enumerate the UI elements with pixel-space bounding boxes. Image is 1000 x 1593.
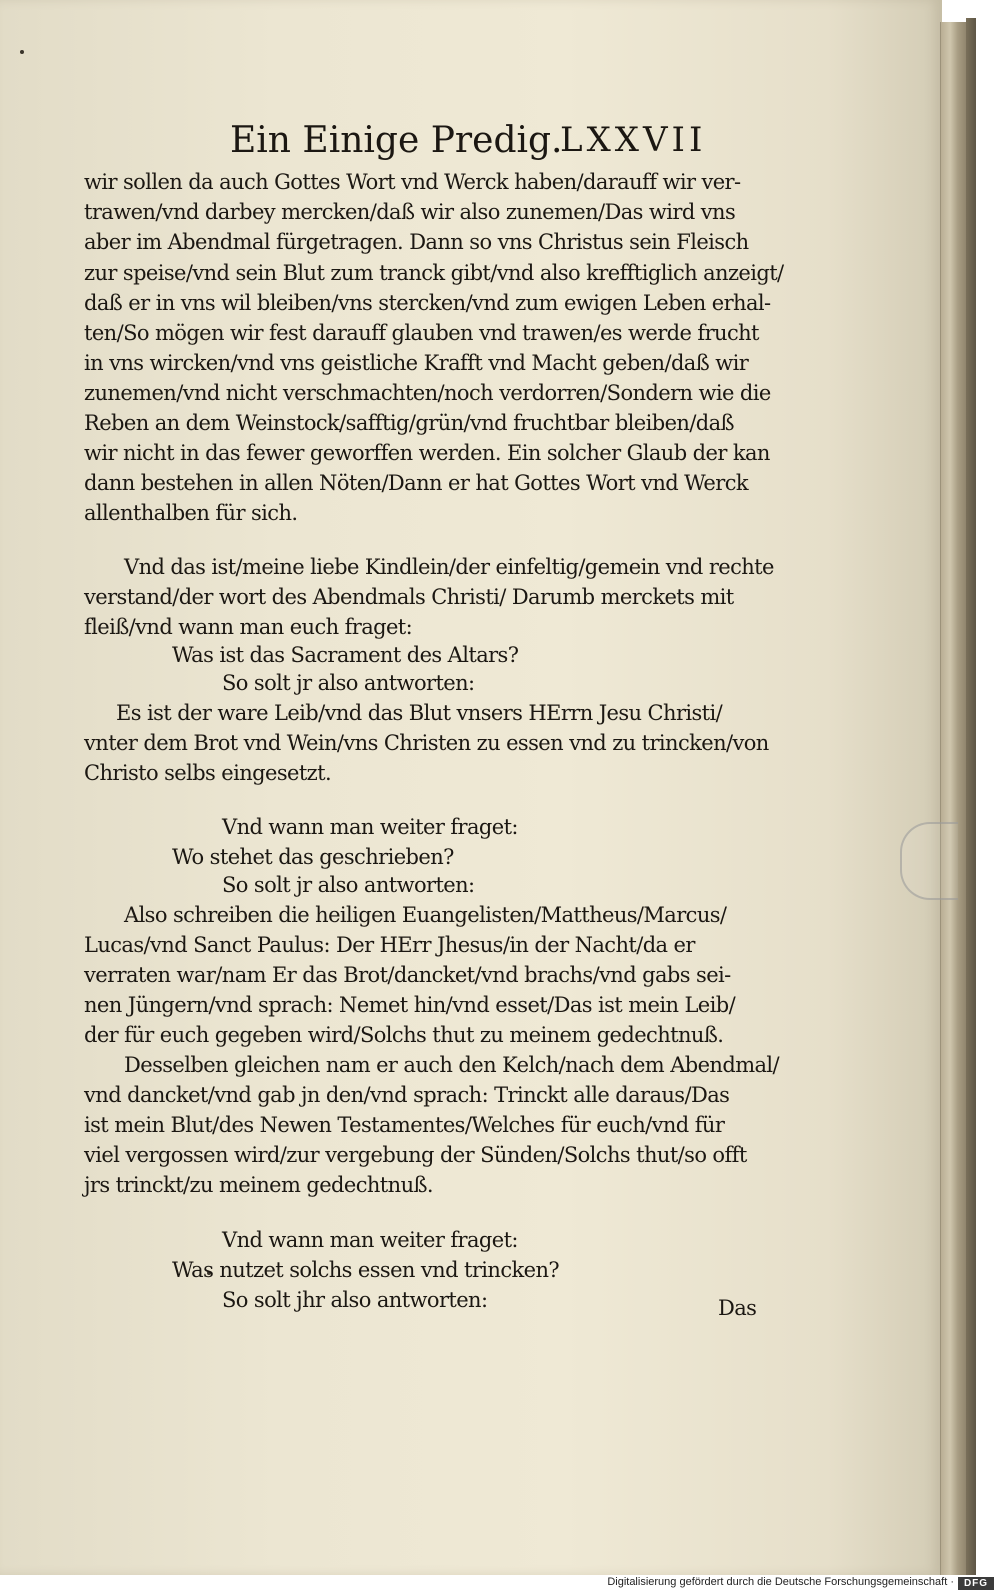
- text-line: Christo selbs eingesetzt.: [84, 761, 332, 785]
- text-line: ten/So mögen wir fest darauff glauben vnd trawen/es werde frucht: [84, 321, 759, 345]
- text-line: Desselben gleichen nam er auch den Kelch/nach dem Abendmal/: [124, 1053, 780, 1077]
- text-line: viel vergossen wird/zur vergebung der Sünden/Solchs thut/so offt: [84, 1143, 747, 1167]
- funding-credit: Digitalisierung gefördert durch die Deutsche Forschungsgemeinschaft ·: [607, 1576, 954, 1588]
- text-line: ist mein Blut/des Newen Testamentes/Welches für euch/vnd für: [84, 1113, 725, 1137]
- dfg-logo: DFG: [958, 1577, 994, 1590]
- question-line: Was nutzet solchs essen vnd trincken?: [172, 1258, 560, 1282]
- text-line: wir nicht in das fewer geworffen werden. Ein solcher Glaub der kan: [84, 441, 770, 465]
- text-line: Es ist der ware Leib/vnd das Blut vnsers HErrn Jesu Christi/: [116, 701, 723, 725]
- print-speck: [20, 50, 24, 54]
- text-line: vnd dancket/vnd gab jn den/vnd sprach: Trinckt alle daraus/Das: [84, 1083, 730, 1107]
- text-line: verraten war/nam Er das Brot/dancket/vnd brachs/vnd gabs sei-: [84, 963, 731, 987]
- text-line: allenthalben für sich.: [84, 501, 298, 525]
- question-line: Vnd wann man weiter fraget:: [222, 1228, 518, 1252]
- text-line: vnter dem Brot vnd Wein/vns Christen zu essen vnd zu trincken/von: [84, 731, 769, 755]
- text-line: Reben an dem Weinstock/safftig/grün/vnd fruchtbar bleiben/daß: [84, 411, 734, 435]
- text-line: verstand/der wort des Abendmals Christi/ Darumb merckets mit: [84, 585, 734, 609]
- text-line: zunemen/vnd nicht verschmachten/noch verdorren/Sondern wie die: [84, 381, 771, 405]
- text-line: fleiß/vnd wann man euch fraget:: [84, 615, 413, 639]
- text-line: zur speise/vnd sein Blut zum tranck gibt/vnd also krefftiglich anzeigt/: [84, 261, 784, 285]
- text-line: in vns wircken/vnd vns geistliche Krafft vnd Macht geben/daß wir: [84, 351, 749, 375]
- text-line: trawen/vnd darbey mercken/daß wir also zunemen/Das wird vns: [84, 200, 736, 224]
- text-line: jrs trinckt/zu meinem gedechtnuß.: [84, 1173, 434, 1197]
- page-clip: [900, 822, 958, 900]
- question-line: Wo stehet das geschrieben?: [172, 845, 454, 869]
- text-line: Vnd das ist/meine liebe Kindlein/der einfeltig/gemein vnd rechte: [124, 555, 774, 579]
- instruction-line: So solt jhr also antworten:: [222, 1288, 488, 1312]
- instruction-line: So solt jr also antworten:: [222, 873, 475, 897]
- text-line: dann bestehen in allen Nöten/Dann er hat Gottes Wort vnd Werck: [84, 471, 748, 495]
- book-cover-edge: [966, 18, 976, 1580]
- question-line: Vnd wann man weiter fraget:: [222, 815, 518, 839]
- text-line: daß er in vns wil bleiben/vns stercken/vnd zum ewigen Leben erhal-: [84, 291, 771, 315]
- text-line: aber im Abendmal fürgetragen. Dann so vns Christus sein Fleisch: [84, 230, 749, 254]
- question-line: Was ist das Sacrament des Altars?: [172, 643, 519, 667]
- catchword: Das: [718, 1296, 757, 1320]
- running-title: Ein Einige Predig.: [230, 120, 563, 161]
- text-line: wir sollen da auch Gottes Wort vnd Werck haben/darauff wir ver-: [84, 170, 741, 194]
- text-line: der für euch gegeben wird/Solchs thut zu meinem gedechtnuß.: [84, 1023, 724, 1047]
- text-line: Also schreiben die heiligen Euangelisten/Mattheus/Marcus/: [124, 903, 727, 927]
- instruction-line: So solt jr also antworten:: [222, 671, 475, 695]
- text-line: Lucas/vnd Sanct Paulus: Der HErr Jhesus/in der Nacht/da er: [84, 933, 695, 957]
- text-line: nen Jüngern/vnd sprach: Nemet hin/vnd esset/Das ist mein Leib/: [84, 993, 736, 1017]
- page-stack-edge: [940, 22, 967, 1577]
- folio-number: LXXVII: [560, 120, 707, 160]
